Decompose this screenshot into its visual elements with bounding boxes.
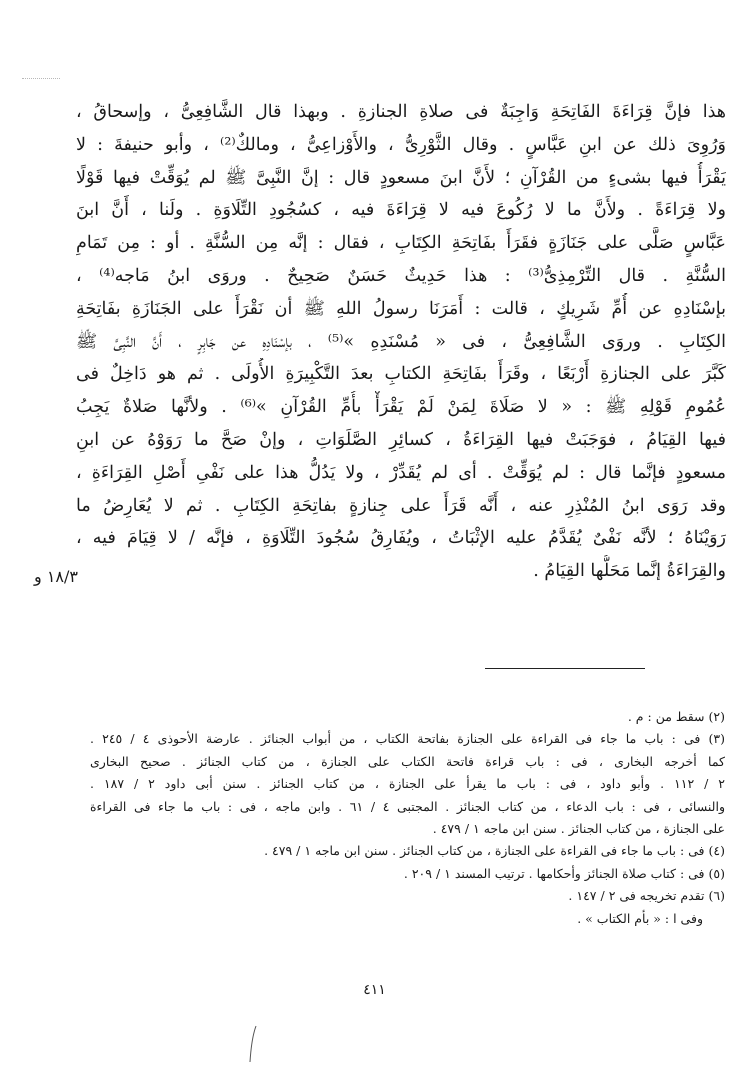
footnote-line: وفى ا : « بأم الكتاب » . xyxy=(577,910,703,926)
footnote-line: (٤) فى : باب ما جاء فى القراءة على الجنازة ، من كتاب الجنائز . سنن ابن ماجه ١ / ٤٧٩ . xyxy=(264,843,725,859)
footnote-line: (٥) فى : كتاب صلاة الجنائز وأحكامها . ترتيب المسند ١ / ٢٠٩ . xyxy=(403,865,725,881)
body-line: فيها القِيَامُ ، فوَجَبَتْ فيها القِرَاءَةُ ، كسائِرِ الصَّلَوَاتِ ، وإنْ صَحَّ ما رَوَوْهُ عن ابنِ xyxy=(76,429,726,450)
footnote-line: (٦) تقدم تخريجه فى ٢ / ١٤٧ . xyxy=(568,888,725,904)
footnote-separator xyxy=(485,668,645,669)
footnote-line: ٢ / ١١٢ . وأبو داود ، فى : باب ما يقرأ على الجنازة ، من كتاب الجنائز . سنن أبى داود ٢ / ١٨٧ . xyxy=(90,776,725,792)
scan-corner-mark xyxy=(22,78,60,80)
body-line: رَوَيْنَاهُ ؛ لأنَّه نَفْىٌ يُقَدَّمُ عليه الإثْبَاتُ ، ويُفَارِقُ سُجُودَ التِّلَاوَةِ ، فإنَّه / لا قِيَامَ فيه ، xyxy=(76,528,726,549)
body-line: والقِرَاءَةُ إنَّما مَحَلُّها القِيَامُ . xyxy=(533,561,726,582)
body-line: يَقْرَأُ فيها بشىءٍ من القُرْآنِ ؛ لأَنَّ ابنَ مسعودٍ قال : إنَّ النَّبِىَّ ﷺ لم يُوَقِّتْ فيها قَوْلًا xyxy=(76,167,726,188)
body-line: ولا قِرَاءَةً . ولأَنَّ ما لا رُكُوعَ فيه لا قِرَاءَةَ فيه ، كسُجُودِ التِّلَاوَةِ . ولَنا ، أَنَّ ابنَ xyxy=(76,200,726,221)
body-line: وَرُوِىَ ذلك عن ابنِ عَبَّاسٍ . وقال الثَّوْرِىُّ ، والأَوْزاعِىُّ ، ومالكٌ⁽²⁾ ، وأبو حنيفةَ : لا xyxy=(76,134,726,155)
footnote-line: (٢) سقط من : م . xyxy=(627,709,725,724)
footnote-line: كما أخرجه البخارى ، فى : باب قراءة فاتحة الكتاب على الجنازة ، من كتاب الجنائز . صحيح البخارى xyxy=(90,753,725,769)
body-line: كَبَّرَ على الجنازةِ أَرْبَعًا ، وقَرَأَ بفَاتِحَةِ الكتابِ بعدَ التَّكْبِيرَةِ الأُولَى . ثم هو دَاخِلٌ فى xyxy=(76,364,726,385)
body-line: عُمُومِ قَوْلِهِ ﷺ : « لا صَلَاةَ لِمَنْ لَمْ يَقْرَأْ بأُمِّ القُرْآنِ »⁽⁶⁾ . ولأنَّها صَلاةٌ يَجِبُ xyxy=(76,397,726,418)
body-line: هذا فإنَّ قِرَاءَةَ الفَاتِحَةِ وَاجِبَةٌ فى صلاةِ الجنازةِ . وبهذا قال الشَّافِعِىُّ ، وإسحاقُ ، xyxy=(76,102,726,122)
body-line: الكِتَابِ . وروَى الشَّافِعِىُّ ، فى « مُسْنَدِهِ »⁽⁵⁾ ، بإسْنَادِهِ عن جَابِرٍ ، أَنَّ النَّبِىَّ ﷺ xyxy=(76,331,726,352)
footnote-line: والنسائى ، فى : باب الدعاء ، من كتاب الجنائز . المجتبى ٤ / ٦١ . وابن ماجه ، فى : باب ما جاء فى القراءة xyxy=(90,798,725,814)
main-body-text xyxy=(76,96,726,588)
footnote-line: (٣) فى : باب ما جاء فى القراءة على الجنازة بفاتحة الكتاب ، من أبواب الجنائز . عارضة الأحوذى ٤ / ٢٤٥ . xyxy=(90,731,725,747)
body-line: عَبَّاسٍ صَلَّى على جَنَازَةٍ فقَرَأَ بفَاتِحَةِ الكِتَابِ ، فقال : إنَّه مِن السُّنَّةِ . أو : مِن تَمَامِ xyxy=(76,233,726,254)
stray-pen-mark xyxy=(248,1024,258,1064)
page-number: ٤١١ xyxy=(363,982,386,998)
body-line: مسعودٍ فإنَّما قال : لم يُوَقِّتْ . أى لم يُقَدِّرْ ، ولا يَدُلُّ هذا على نَفْىِ أَصْلِ القِرَاءَةِ ، xyxy=(76,462,726,483)
body-line: وقد رَوَى ابنُ المُنْذِرِ عنه ، أَنَّه قَرَأَ على جِنازةٍ بفاتِحَةِ الكِتَابِ . ثم لا يُعَارِضُ ما xyxy=(76,495,726,516)
body-line: بإسْنَادِهِ عن أُمِّ شَرِيكٍ ، قالت : أَمَرَنَا رسولُ اللهِ ﷺ أن نَقْرَأَ على الجَنَازَةِ بفَاتِحَةِ xyxy=(76,298,726,319)
footnotes-block xyxy=(90,706,725,930)
footnote-line: على الجنازة ، من كتاب الجنائز . سنن ابن ماجه ١ / ٤٧٩ . xyxy=(432,820,725,836)
margin-folio-note: ١٨/٣ و xyxy=(34,567,78,586)
body-line: السُّنَّةِ . قال التِّرْمِذِىُّ⁽³⁾ : هذا حَدِيثٌ حَسَنٌ صَحِيحٌ . وروَى ابنُ مَاجه⁽⁴⁾ ، xyxy=(76,265,726,286)
